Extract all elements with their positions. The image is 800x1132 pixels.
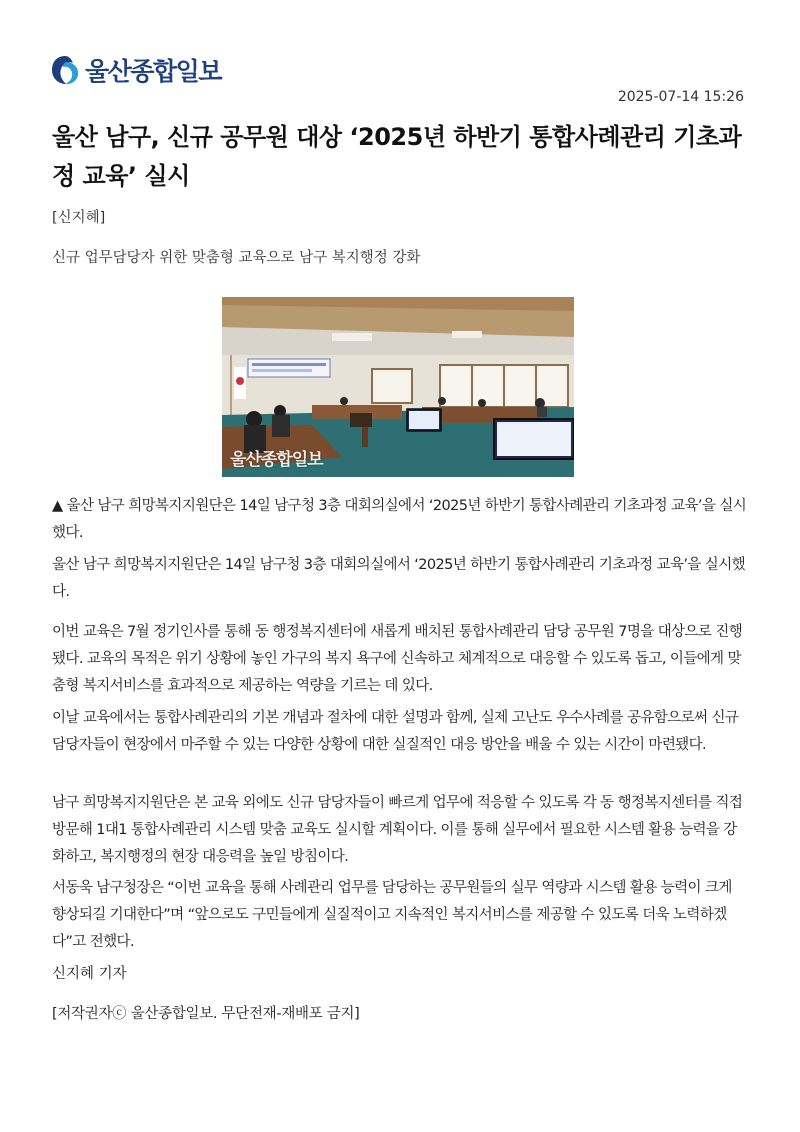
article-author: [신지혜] xyxy=(52,210,106,226)
article-title: 울산 남구, 신규 공무원 대상 ‘2025년 하반기 통합사례관리 기초과정 교육’ 실시 xyxy=(52,123,742,190)
article-paragraph: 남구 희망복지지원단은 본 교육 외에도 신규 담당자들이 빠르게 업무에 적응할 수 있도록 각 동 행정복지센터를 직접 방문해 1대1 통합사례관리 시스템 맞춤 교육도 실시할 계획이다. 이를 통해 실무에서 필요한 시스템 활용 능력을 강화하고, 복지행정의 현장 대응력을 높일 방침이다. xyxy=(52,795,743,865)
site-logo[interactable] xyxy=(50,52,221,88)
publish-date: 2025-07-14 15:26 xyxy=(617,89,744,105)
logo-text: 울산종합일보 xyxy=(85,57,221,86)
article-paragraph: 울산 남구 희망복지지원단은 14일 남구청 3층 대회의실에서 ‘2025년 하반기 통합사례관리 기초과정 교육’을 실시했다. xyxy=(52,557,746,600)
copyright-notice: [저작권자ⓒ 울산종합일보. 무단전재-재배포 금지] xyxy=(52,1006,360,1022)
article-paragraph: 서동욱 남구청장은 “이번 교육을 통해 사례관리 업무를 담당하는 공무원들의 실무 역량과 시스템 활용 능력이 크게 향상되길 기대한다”며 “앞으로도 구민들에게 실질적이고 지속적인 복지서비스를 제공할 수 있도록 더욱 노력하겠다”고 전했다. xyxy=(52,880,732,950)
article-paragraph: 이날 교육에서는 통합사례관리의 기본 개념과 절차에 대한 설명과 함께, 실제 고난도 우수사례를 공유함으로써 신규 담당자들이 현장에서 마주할 수 있는 다양한 상황에 대한 실질적인 대응 방안을 배울 수 있는 시간이 마련됐다. xyxy=(52,710,739,753)
photo-watermark: 울산종합일보 xyxy=(230,450,323,470)
article-photo xyxy=(222,297,574,477)
photo-caption: ▲ 울산 남구 희망복지지원단은 14일 남구청 3층 대회의실에서 ‘2025년 하반기 통합사례관리 기초과정 교육’을 실시했다. xyxy=(52,498,747,541)
article-subtitle: 신규 업무담당자 위한 맞춤형 교육으로 남구 복지행정 강화 xyxy=(52,250,421,266)
logo-swirl-icon xyxy=(50,54,80,86)
reporter-byline: 신지혜 기자 xyxy=(52,966,127,982)
article-paragraph: 이번 교육은 7월 정기인사를 통해 동 행정복지센터에 새롭게 배치된 통합사례관리 담당 공무원 7명을 대상으로 진행됐다. 교육의 목적은 위기 상황에 놓인 가구의 복지 욕구에 신속하고 체계적으로 대응할 수 있도록 돕고, 이들에게 맞춤형 복지서비스를 효과적으로 제공하는 역량을 기르는 데 있다. xyxy=(52,624,743,694)
